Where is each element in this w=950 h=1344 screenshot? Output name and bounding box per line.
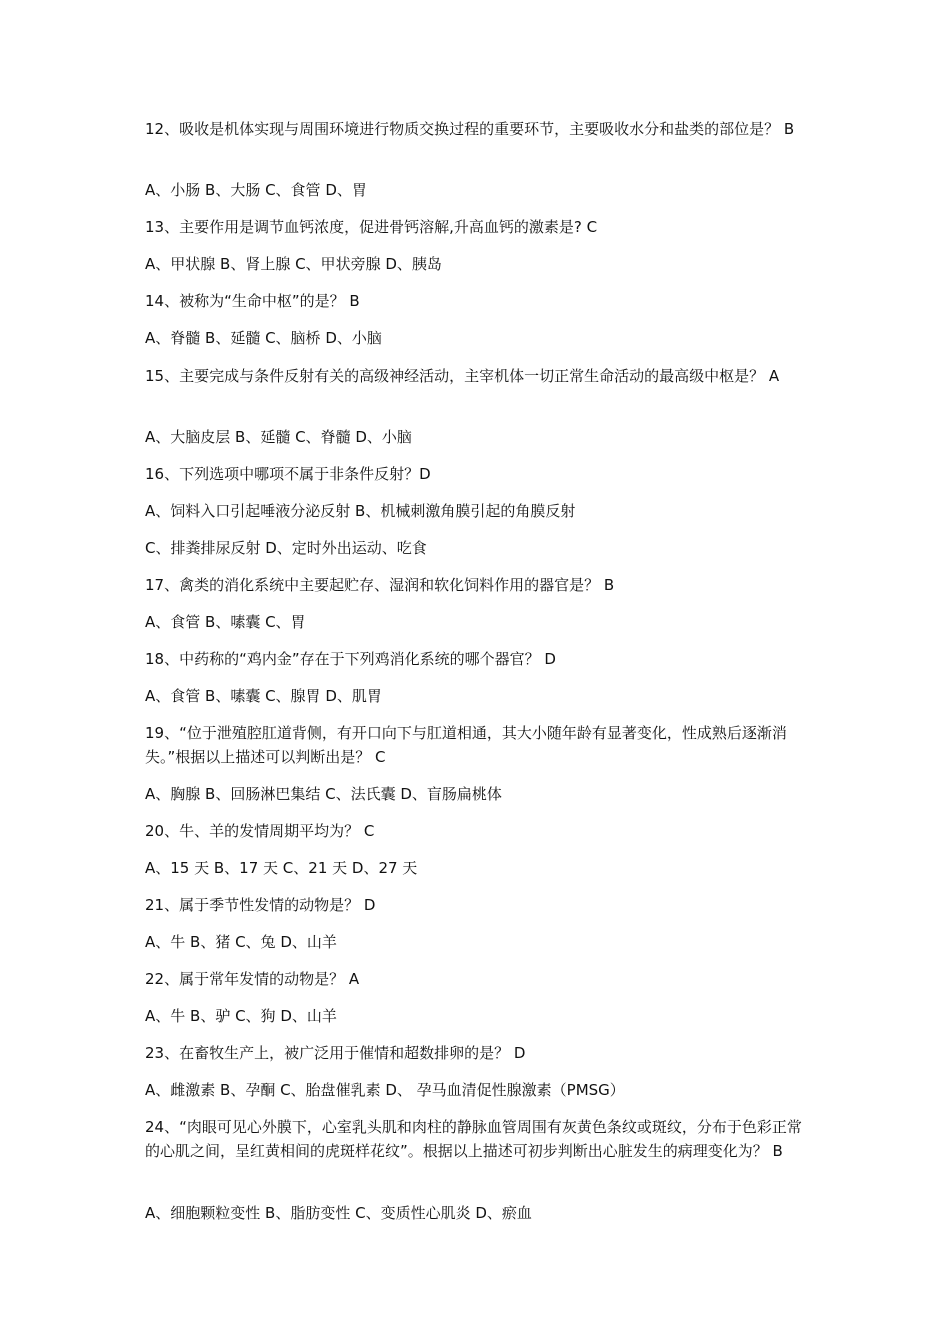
options-13: A、甲状腺 B、肾上腺 C、甲状旁腺 D、胰岛	[145, 255, 442, 273]
question-16: 16、下列选项中哪项不属于非条件反射？D	[145, 465, 431, 483]
options-12: A、小肠 B、大肠 C、食管 D、胃	[145, 181, 367, 199]
question-18: 18、中药称的“鸡内金”存在于下列鸡消化系统的哪个器官？ D	[145, 650, 556, 668]
question-15: 15、主要完成与条件反射有关的高级神经活动，主宰机体一切正常生命活动的最高级中枢是？ A	[145, 367, 780, 385]
question-17: 17、禽类的消化系统中主要起贮存、湿润和软化饲料作用的器官是？ B	[145, 576, 615, 594]
options-16-line-2: C、排粪排尿反射 D、定时外出运动、吃食	[145, 539, 427, 557]
question-22: 22、属于常年发情的动物是？ A	[145, 970, 360, 988]
options-22: A、牛 B、驴 C、狗 D、山羊	[145, 1007, 337, 1025]
question-20: 20、牛、羊的发情周期平均为？ C	[145, 822, 375, 840]
options-21: A、牛 B、猪 C、兔 D、山羊	[145, 933, 337, 951]
question-14: 14、被称为“生命中枢”的是？ B	[145, 292, 360, 310]
options-23: A、雌激素 B、孕酮 C、胎盘催乳素 D、 孕马血清促性腺激素（PMSG）	[145, 1081, 625, 1099]
options-14: A、脊髓 B、延髓 C、脑桥 D、小脑	[145, 329, 382, 347]
question-24: 24、“肉眼可见心外膜下，心室乳头肌和肉柱的静脉血管周围有灰黄色条纹或斑纹，分布于色彩正常的心肌之间，呈红黄相间的虎斑样花纹”。根据以上描述可初步判断出心脏发生的病理变化为？ B	[145, 1118, 802, 1160]
options-17: A、食管 B、嗉囊 C、胃	[145, 613, 306, 631]
question-23: 23、在畜牧生产上，被广泛用于催情和超数排卵的是？ D	[145, 1044, 526, 1062]
question-21: 21、属于季节性发情的动物是？ D	[145, 896, 376, 914]
options-18: A、食管 B、嗉囊 C、腺胃 D、肌胃	[145, 687, 382, 705]
options-20: A、15 天 B、17 天 C、21 天 D、27 天	[145, 859, 418, 877]
options-15: A、大脑皮层 B、延髓 C、脊髓 D、小脑	[145, 428, 412, 446]
options-24: A、细胞颗粒变性 B、脂肪变性 C、变质性心肌炎 D、瘀血	[145, 1204, 532, 1222]
question-13: 13、主要作用是调节血钙浓度，促进骨钙溶解,升高血钙的激素是? C	[145, 218, 598, 236]
question-12: 12、吸收是机体实现与周围环境进行物质交换过程的重要环节，主要吸收水分和盐类的部位是？ B	[145, 120, 795, 138]
options-16-line-1: A、饲料入口引起唾液分泌反射 B、机械刺激角膜引起的角膜反射	[145, 502, 576, 520]
question-19: 19、“位于泄殖腔肛道背侧，有开口向下与肛道相通，其大小随年龄有显著变化，性成熟后逐渐消失。”根据以上描述可以判断出是？ C	[145, 724, 787, 766]
options-19: A、胸腺 B、回肠淋巴集结 C、法氏囊 D、盲肠扁桃体	[145, 785, 502, 803]
